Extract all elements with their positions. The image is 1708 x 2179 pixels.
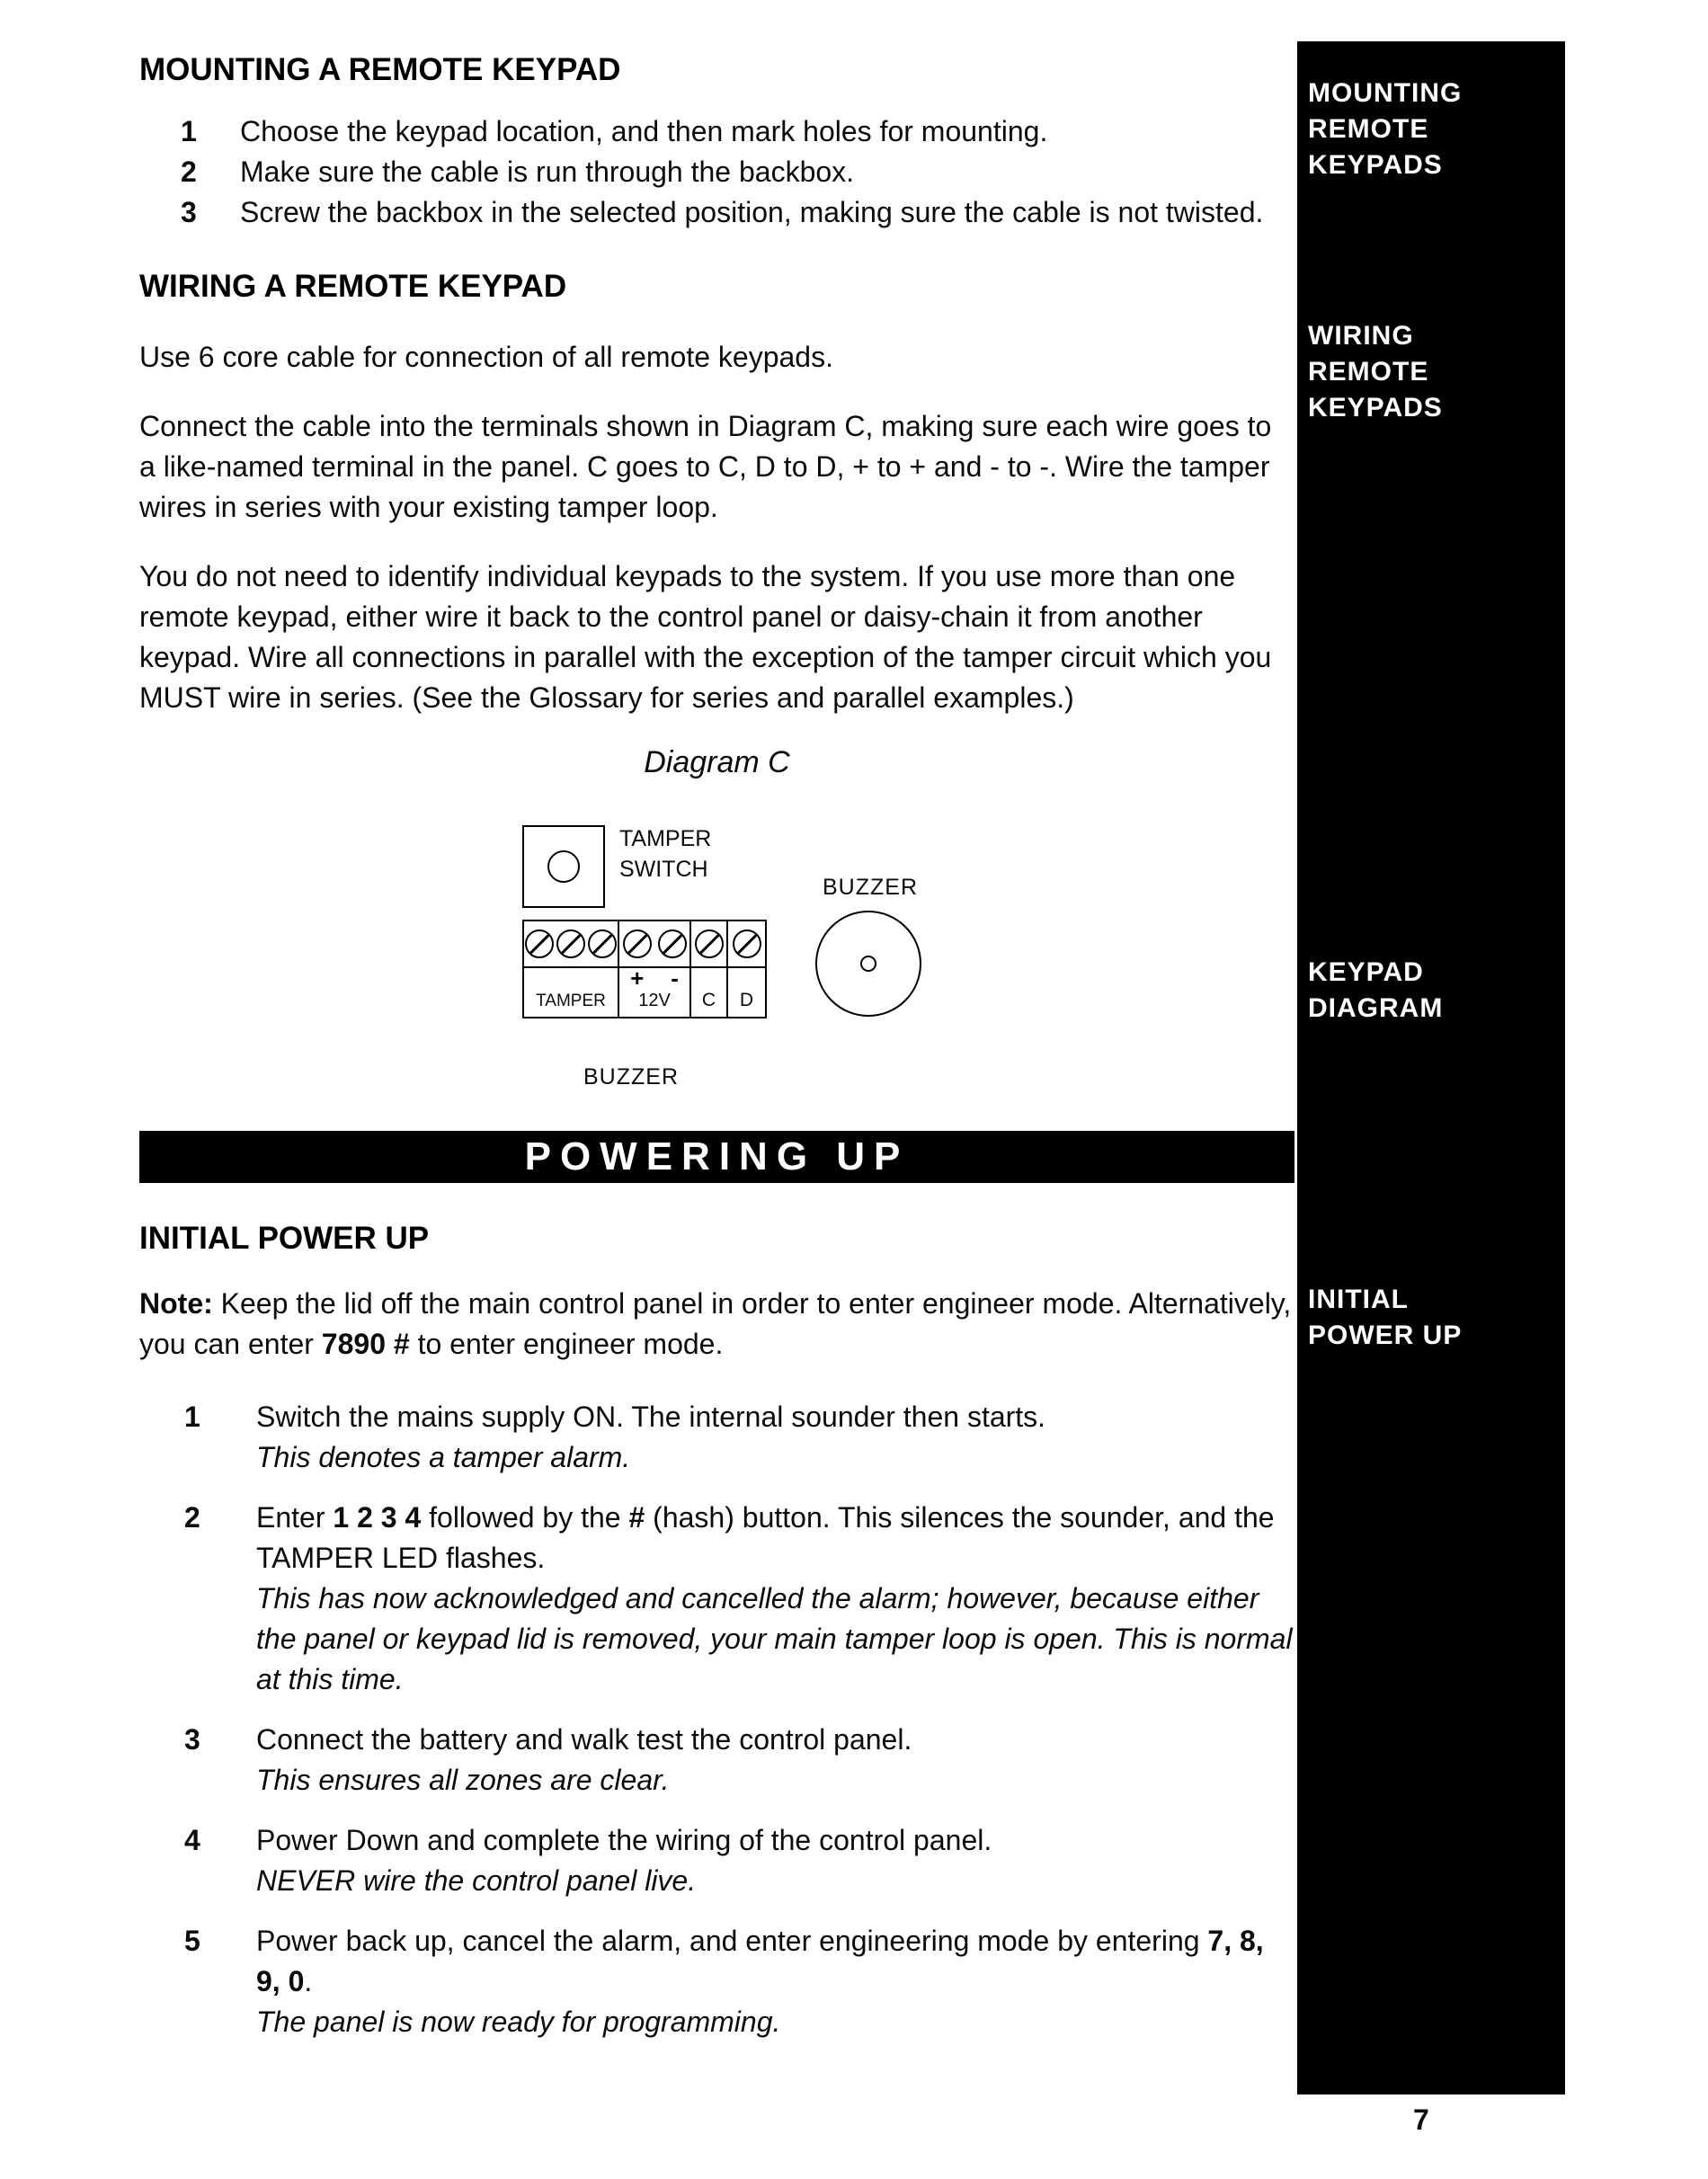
step-segment: . xyxy=(304,1965,313,1997)
step-segment: Power back up, cancel the alarm, and enter engineering mode by entering xyxy=(256,1925,1208,1957)
list-item xyxy=(139,1820,1294,1901)
note-label: Note: xyxy=(139,1287,213,1320)
step-number: 3 xyxy=(184,1723,200,1756)
terminal-group-tamper xyxy=(524,921,619,966)
list-item xyxy=(139,1498,1294,1700)
sidebar-item-mounting-remote-keypads xyxy=(1308,76,1560,183)
step-segment: Power Down and complete the wiring of the control panel. xyxy=(256,1824,992,1856)
terminal-screw-icon xyxy=(695,929,724,958)
step-note-italic: This has now acknowledged and cancelled the alarm; however, because either the panel or keypad lid is removed, your main tamper loop is open. This is normal at this time. xyxy=(256,1582,1293,1695)
step-segment: followed by the xyxy=(421,1501,629,1534)
list-item xyxy=(139,1720,1294,1801)
step-text: Choose the keypad location, and then mark holes for mounting. xyxy=(240,115,1048,147)
list-item xyxy=(139,111,1294,152)
buzzer-icon xyxy=(815,911,921,1017)
step-segment: (hash) button. This silences the sounder, and the TAMPER LED flashes. xyxy=(256,1501,1275,1574)
step-main xyxy=(256,1397,1294,1437)
step-segment: Connect the battery and walk test the control panel. xyxy=(256,1723,912,1756)
terminal-screw-icon xyxy=(525,929,554,958)
sidebar-label-line: WIRING xyxy=(1308,321,1414,351)
terminal-label-12v-text: 12V xyxy=(638,991,671,1010)
step-note-italic: The panel is now ready for programming. xyxy=(256,2006,781,2038)
tamper-switch-label-line: SWITCH xyxy=(619,857,708,882)
terminal-screw-icon xyxy=(623,929,652,958)
list-item xyxy=(139,192,1294,233)
terminal-screw-icon xyxy=(588,929,617,958)
terminal-screw-icon xyxy=(658,929,687,958)
note-code: 7890 # xyxy=(321,1328,410,1360)
step-text xyxy=(256,1498,1294,1700)
step-number: 4 xyxy=(184,1824,200,1856)
wiring-paragraph-1: Use 6 core cable for connection of all remote keypads. xyxy=(139,341,833,373)
terminal-label-d: D xyxy=(739,990,754,1010)
step-text: Make sure the cable is run through the backbox. xyxy=(240,156,855,188)
list-item xyxy=(139,152,1294,192)
step-main xyxy=(256,1498,1294,1579)
terminal-label-12v xyxy=(619,966,691,1017)
step-text xyxy=(256,1397,1294,1478)
mounting-heading: MOUNTING A REMOTE KEYPAD xyxy=(139,52,621,87)
minus-mark: - xyxy=(671,965,679,992)
sidebar-item-initial-power-up xyxy=(1308,1282,1560,1354)
tamper-switch-label xyxy=(619,823,711,885)
terminal-group-12v xyxy=(619,921,691,966)
page-number: 7 xyxy=(1413,2103,1429,2136)
note-text: Keep the lid off the main control panel in order to enter engineer mode. Alternatively, you can enter xyxy=(139,1287,1292,1360)
main-column xyxy=(139,52,1294,2062)
initial-power-up-heading: INITIAL POWER UP xyxy=(139,1221,430,1256)
step-note-italic: NEVER wire the control panel live. xyxy=(256,1864,697,1897)
power-up-steps-list xyxy=(139,1397,1294,2042)
tamper-switch-circle xyxy=(547,850,580,883)
sidebar-item-wiring-remote-keypads xyxy=(1308,318,1560,426)
tamper-switch-box xyxy=(522,825,605,908)
sidebar-label-line: REMOTE xyxy=(1308,114,1429,144)
list-item xyxy=(139,1921,1294,2042)
sidebar-item-keypad-diagram xyxy=(1308,955,1560,1027)
sidebar-label-line: KEYPADS xyxy=(1308,150,1443,180)
terminal-screw-icon xyxy=(556,929,585,958)
mounting-steps-list xyxy=(139,111,1294,233)
step-segment: Enter xyxy=(256,1501,334,1534)
step-text xyxy=(256,1921,1294,2042)
buzzer-label-bottom: BUZZER xyxy=(583,1064,679,1090)
step-number: 1 xyxy=(181,115,197,147)
terminal-strip xyxy=(522,920,767,968)
step-note-italic: This ensures all zones are clear. xyxy=(256,1764,670,1796)
step-number: 2 xyxy=(181,156,197,188)
terminal-labels xyxy=(522,966,767,1018)
wiring-paragraph-2: Connect the cable into the terminals shown in Diagram C, making sure each wire goes to a like-named terminal in the panel. C goes to C, D to D, + to + and - to -. Wire the tamper wires in series with your existing tamper loop. xyxy=(139,410,1272,523)
step-code: # xyxy=(628,1501,645,1534)
sidebar-label-line: POWER UP xyxy=(1308,1321,1463,1350)
sidebar-label-line: KEYPADS xyxy=(1308,393,1443,422)
section-sidebar xyxy=(1297,41,1565,2095)
step-number: 3 xyxy=(181,196,197,228)
step-text: Screw the backbox in the selected position, making sure the cable is not twisted. xyxy=(240,196,1264,228)
sidebar-label-line: INITIAL xyxy=(1308,1285,1409,1314)
note-text: to enter engineer mode. xyxy=(409,1328,724,1360)
buzzer-center-dot xyxy=(860,956,876,972)
sidebar-label-line: REMOTE xyxy=(1308,357,1429,387)
keypad-wiring-diagram xyxy=(139,825,1294,1113)
step-text xyxy=(256,1820,1294,1901)
sidebar-label-line: DIAGRAM xyxy=(1308,993,1444,1023)
terminal-label-c: C xyxy=(691,966,728,1017)
step-text xyxy=(256,1720,1294,1801)
plus-mark: + xyxy=(630,965,645,992)
step-segment: Switch the mains supply ON. The internal sounder then starts. xyxy=(256,1401,1046,1433)
polarity-marks xyxy=(630,965,679,992)
step-main xyxy=(256,1820,1294,1861)
diagram-title: Diagram C xyxy=(644,745,790,779)
list-item xyxy=(139,1397,1294,1478)
sidebar-label-line: KEYPAD xyxy=(1308,957,1424,987)
step-code: 1 2 3 4 xyxy=(333,1501,422,1534)
terminal-group-c xyxy=(691,921,728,966)
step-number: 2 xyxy=(184,1501,200,1534)
step-main xyxy=(256,1921,1294,2002)
terminal-label-tamper: TAMPER xyxy=(524,966,619,1017)
wiring-heading: WIRING A REMOTE KEYPAD xyxy=(139,269,567,304)
step-number: 5 xyxy=(184,1925,200,1957)
buzzer-label: BUZZER xyxy=(823,875,918,900)
step-number: 1 xyxy=(184,1401,200,1433)
powering-up-banner: POWERING UP xyxy=(139,1131,1294,1183)
step-note-italic: This denotes a tamper alarm. xyxy=(256,1441,631,1473)
tamper-switch-label-line: TAMPER xyxy=(619,826,712,851)
terminal-group-d xyxy=(728,921,765,966)
terminal-screw-icon xyxy=(733,929,761,958)
engineer-mode-note xyxy=(139,1284,1294,1365)
sidebar-label-line: MOUNTING xyxy=(1308,78,1463,108)
step-main xyxy=(256,1720,1294,1760)
wiring-paragraph-3: You do not need to identify individual keypads to the system. If you use more than one remote keypad, either wire it back to the control panel or daisy-chain it from another keypad. Wire all connections in parallel with the exception of the tamper circuit which you MUST wire in series. (See the Glossary for series and parallel examples.) xyxy=(139,560,1272,714)
step-code: 7, 8, 9, 0 xyxy=(256,1925,1264,1997)
